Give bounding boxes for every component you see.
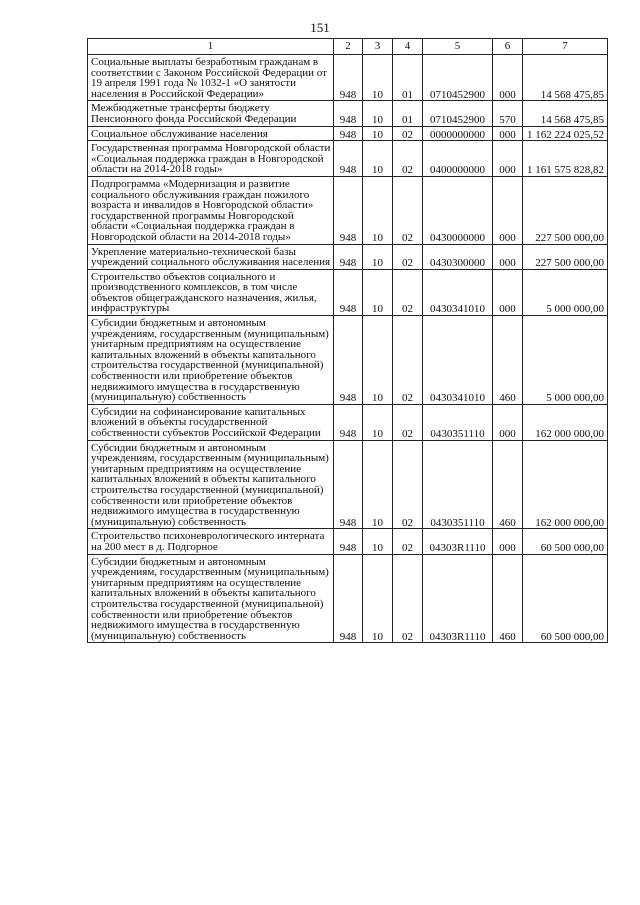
subsection-code: 01 bbox=[393, 55, 423, 101]
target-item-code: 0000000000 bbox=[423, 126, 493, 141]
target-item-code: 0430300000 bbox=[423, 244, 493, 269]
target-item-code: 0430341010 bbox=[423, 316, 493, 405]
amount: 1 162 224 025,52 bbox=[523, 126, 608, 141]
section-code: 10 bbox=[363, 269, 393, 315]
ministry-code: 948 bbox=[334, 101, 363, 126]
expense-type-code: 000 bbox=[493, 269, 523, 315]
table-row bbox=[88, 126, 608, 141]
subsection-code: 02 bbox=[393, 141, 423, 177]
item-name: Социальное обслуживание населения bbox=[88, 126, 334, 141]
item-name: Государственная программа Новгородской области «Социальная поддержка граждан в Новгородской области на 2014-2018 годы» bbox=[88, 141, 334, 177]
table-row bbox=[88, 440, 608, 529]
expense-type-code: 460 bbox=[493, 440, 523, 529]
page-number: 151 bbox=[310, 20, 330, 35]
section-code: 10 bbox=[363, 529, 393, 554]
table-row bbox=[88, 269, 608, 315]
ministry-code: 948 bbox=[334, 554, 363, 643]
column-number: 3 bbox=[363, 39, 393, 55]
item-name: Субсидии бюджетным и автономным учреждениям, государственным (муниципальным) унитарным предприятиям на осуществление капитальных вложений в объекты капитального строительства государственной (муниципальной) собственности или приобретение объектов недвижимого имущества в государственную (муниципальную) собственность bbox=[88, 316, 334, 405]
ministry-code: 948 bbox=[334, 126, 363, 141]
target-item-code: 0430351110 bbox=[423, 404, 493, 440]
item-name: Социальные выплаты безработным гражданам в соответствии с Законом Российской Федерации от 19 апреля 1991 года № 1032-1 «О занятости населения в Российской Федерации» bbox=[88, 55, 334, 101]
table-row bbox=[88, 529, 608, 554]
expense-type-code: 000 bbox=[493, 126, 523, 141]
target-item-code: 0400000000 bbox=[423, 141, 493, 177]
target-item-code: 0710452900 bbox=[423, 101, 493, 126]
subsection-code: 02 bbox=[393, 244, 423, 269]
target-item-code: 04303R1110 bbox=[423, 529, 493, 554]
section-code: 10 bbox=[363, 55, 393, 101]
amount: 5 000 000,00 bbox=[523, 269, 608, 315]
item-name: Субсидии бюджетным и автономным учреждениям, государственным (муниципальным) унитарным предприятиям на осуществление капитальных вложений в объекты капитального строительства государственной (муниципальной) собственности или приобретение объектов недвижимого имущества в государственную (муниципальную) собственность bbox=[88, 554, 334, 643]
item-name: Строительство объектов социального и производственного комплексов, в том числе объектов общегражданского назначения, жилья, инфраструктуры bbox=[88, 269, 334, 315]
ministry-code: 948 bbox=[334, 440, 363, 529]
subsection-code: 02 bbox=[393, 404, 423, 440]
subsection-code: 01 bbox=[393, 101, 423, 126]
subsection-code: 02 bbox=[393, 554, 423, 643]
target-item-code: 04303R1110 bbox=[423, 554, 493, 643]
table-row bbox=[88, 176, 608, 244]
column-number: 1 bbox=[88, 39, 334, 55]
amount: 60 500 000,00 bbox=[523, 554, 608, 643]
subsection-code: 02 bbox=[393, 440, 423, 529]
ministry-code: 948 bbox=[334, 55, 363, 101]
target-item-code: 0430351110 bbox=[423, 440, 493, 529]
item-name: Субсидии на софинансирование капитальных вложений в объекты государственной собственности субъектов Российской Федерации bbox=[88, 404, 334, 440]
item-name: Межбюджетные трансферты бюджету Пенсионного фонда Российской Федерации bbox=[88, 101, 334, 126]
amount: 14 568 475,85 bbox=[523, 101, 608, 126]
section-code: 10 bbox=[363, 176, 393, 244]
column-number: 2 bbox=[334, 39, 363, 55]
expense-type-code: 000 bbox=[493, 141, 523, 177]
subsection-code: 02 bbox=[393, 176, 423, 244]
amount: 5 000 000,00 bbox=[523, 316, 608, 405]
section-code: 10 bbox=[363, 316, 393, 405]
table-row bbox=[88, 554, 608, 643]
amount: 60 500 000,00 bbox=[523, 529, 608, 554]
column-number: 7 bbox=[523, 39, 608, 55]
ministry-code: 948 bbox=[334, 404, 363, 440]
table-row bbox=[88, 141, 608, 177]
ministry-code: 948 bbox=[334, 269, 363, 315]
amount: 162 000 000,00 bbox=[523, 404, 608, 440]
expense-type-code: 000 bbox=[493, 404, 523, 440]
amount: 1 161 575 828,82 bbox=[523, 141, 608, 177]
section-code: 10 bbox=[363, 141, 393, 177]
table-row bbox=[88, 316, 608, 405]
expense-type-code: 000 bbox=[493, 529, 523, 554]
ministry-code: 948 bbox=[334, 316, 363, 405]
expense-type-code: 460 bbox=[493, 316, 523, 405]
ministry-code: 948 bbox=[334, 244, 363, 269]
target-item-code: 0710452900 bbox=[423, 55, 493, 101]
target-item-code: 0430341010 bbox=[423, 269, 493, 315]
amount: 14 568 475,85 bbox=[523, 55, 608, 101]
column-number-row bbox=[88, 39, 608, 55]
amount: 162 000 000,00 bbox=[523, 440, 608, 529]
item-name: Субсидии бюджетным и автономным учреждениям, государственным (муниципальным) унитарным предприятиям на осуществление капитальных вложений в объекты капитального строительства государственной (муниципальной) собственности или приобретение объектов недвижимого имущества в государственную (муниципальную) собственность bbox=[88, 440, 334, 529]
amount: 227 500 000,00 bbox=[523, 176, 608, 244]
subsection-code: 02 bbox=[393, 126, 423, 141]
section-code: 10 bbox=[363, 404, 393, 440]
ministry-code: 948 bbox=[334, 141, 363, 177]
subsection-code: 02 bbox=[393, 529, 423, 554]
item-name: Укрепление материально-технической базы учреждений социального обслуживания населения bbox=[88, 244, 334, 269]
ministry-code: 948 bbox=[334, 176, 363, 244]
column-number: 4 bbox=[393, 39, 423, 55]
amount: 227 500 000,00 bbox=[523, 244, 608, 269]
table-row bbox=[88, 244, 608, 269]
section-code: 10 bbox=[363, 440, 393, 529]
section-code: 10 bbox=[363, 554, 393, 643]
item-name: Строительство психоневрологического интерната на 200 мест в д. Подгорное bbox=[88, 529, 334, 554]
expense-type-code: 570 bbox=[493, 101, 523, 126]
expense-type-code: 000 bbox=[493, 176, 523, 244]
section-code: 10 bbox=[363, 244, 393, 269]
expense-type-code: 000 bbox=[493, 55, 523, 101]
subsection-code: 02 bbox=[393, 316, 423, 405]
budget-table bbox=[87, 38, 608, 643]
table-row bbox=[88, 404, 608, 440]
column-number: 6 bbox=[493, 39, 523, 55]
item-name: Подпрограмма «Модернизация и развитие социального обслуживания граждан пожилого возраста и инвалидов в Новгородской области» государственной программы Новгородской области «Социальная поддержка граждан в Новгородской области на 2014-2018 годы» bbox=[88, 176, 334, 244]
expense-type-code: 000 bbox=[493, 244, 523, 269]
table-row bbox=[88, 55, 608, 101]
column-number: 5 bbox=[423, 39, 493, 55]
target-item-code: 0430000000 bbox=[423, 176, 493, 244]
subsection-code: 02 bbox=[393, 269, 423, 315]
table-row bbox=[88, 101, 608, 126]
section-code: 10 bbox=[363, 101, 393, 126]
expense-type-code: 460 bbox=[493, 554, 523, 643]
ministry-code: 948 bbox=[334, 529, 363, 554]
section-code: 10 bbox=[363, 126, 393, 141]
